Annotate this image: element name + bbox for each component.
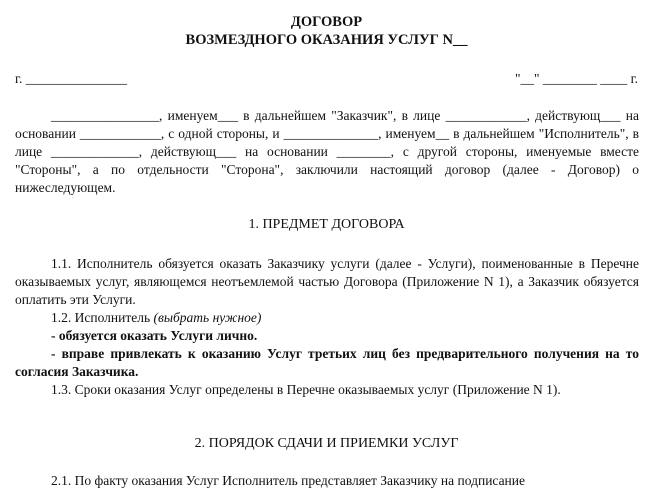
section-1-heading: 1. ПРЕДМЕТ ДОГОВОРА [248,217,405,232]
clause-1-1: 1.1. Исполнитель обязуется оказать Заказчику услуги (далее - Услуги), поименованные в Перечне оказываемых услуг, являющемся неотъемлемой частью Договора (Приложение N 1), а Заказчик обязуется оплатить эти Услуги. [15,256,639,307]
clause-1-2-option-2: - вправе привлекать к оказанию Услуг третьих лиц без предварительного получения на то согласия Заказчика. [15,346,639,379]
document-subtitle: ВОЗМЕЗДНОГО ОКАЗАНИЯ УСЛУГ N__ [185,32,468,48]
section-2-heading: 2. ПОРЯДОК СДАЧИ И ПРИЕМКИ УСЛУГ [194,436,459,451]
clause-2-1: 2.1. По факту оказания Услуг Исполнитель представляет Заказчику на подписание [51,473,526,488]
intro-paragraph: ________________, именуем___ в дальнейшем "Заказчик", в лице ____________, действующ___ на основании ____________, с одной стороны, и ______________, именуем__ в дальнейшем "Исполнитель", в лице _____________, действующ___ на основании ________, с другой стороны, именуемые вместе "Стороны", а по отдельности "Сторона", заключили настоящий договор (далее - Договор) о нижеследующем. [15,108,639,195]
document-title: ДОГОВОР [290,14,363,30]
clause-1-2-label: 1.2. Исполнитель [51,310,154,325]
clause-1-2 [15,309,653,327]
clause-1-3: 1.3. Сроки оказания Услуг определены в Перечне оказываемых услуг (Приложение N 1). [51,382,561,397]
clause-1-2-option-1: - обязуется оказать Услуги лично. [51,328,258,343]
city-line: г. _______________ [15,71,128,86]
date-line: "__" ________ ____ г. [514,71,638,86]
clause-1-2-hint: (выбрать нужное) [153,310,262,325]
